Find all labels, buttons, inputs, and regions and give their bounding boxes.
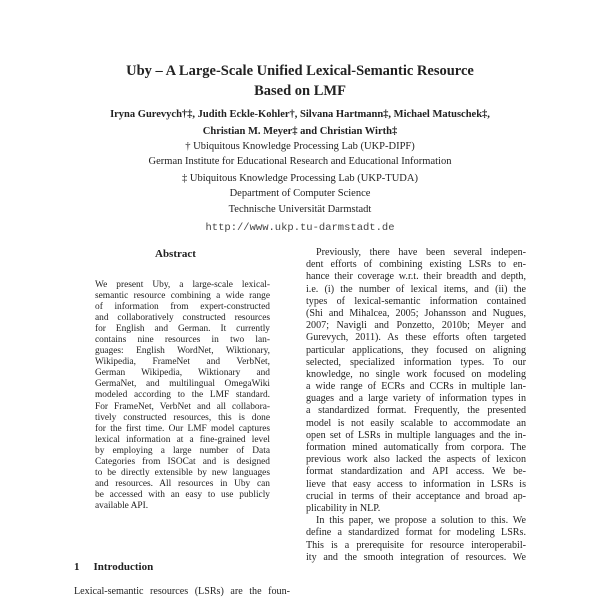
text-line: guages: English WordNet, Wiktionary, <box>95 346 270 357</box>
text-line: format standardization and API access. We be- <box>306 466 526 478</box>
section-title: Introduction <box>93 561 154 573</box>
paper-title-line-1: Uby – A Large-Scale Unified Lexical-Semantic Resource <box>126 63 474 79</box>
text-line: German Wikipedia, Wiktionary and <box>95 368 270 379</box>
text-line: lieve that easy access to information in LSRs is <box>306 478 526 490</box>
text-line: contains nine resources in two lan- <box>95 335 270 346</box>
section-number: 1 <box>74 561 80 573</box>
text-line: This is a prerequisite for resource interoperabil- <box>306 539 526 551</box>
text-line: (Shi and Mihalcea, 2005; Johansson and Nugues, <box>306 307 526 319</box>
text-line: open set of LSRs in multiple languages and the in- <box>306 429 526 441</box>
text-line: dent efforts of combining existing LSRs to en- <box>306 259 526 271</box>
authors-line-2: Christian M. Meyer‡ and Christian Wirth‡ <box>202 126 398 137</box>
text-line: GermaNet, and multilingual OmegaWiki <box>95 379 270 390</box>
text-line: be accessed with an easy to use publicly <box>95 489 270 500</box>
text-line: knowledge, no single work focused on modeling <box>306 368 526 380</box>
text-line: tively constructed resources, this is done <box>95 412 270 423</box>
affiliation-2-department: Department of Computer Science <box>229 188 371 199</box>
text-line: crucial in terms of their acceptance and broad ap- <box>306 490 526 502</box>
text-line: a standardized format. Frequently, the presented <box>306 405 526 417</box>
text-line: Lexical-semantic resources (LSRs) are the foun- <box>74 586 290 597</box>
text-line: Wikipedia, FrameNet and VerbNet, <box>95 357 270 368</box>
text-line: modeled according to the LMF standard. <box>95 390 270 401</box>
text-line: Gurevych, 2011). As these efforts often targeted <box>306 332 526 344</box>
text-line: Categories from ISOCat and is designed <box>95 456 270 467</box>
text-line: for English and German. It currently <box>95 324 270 335</box>
affiliation-2: ‡ Ubiquitous Knowledge Processing Lab (UKP-TUDA) <box>182 173 418 184</box>
text-line: model is not easily scalable to accommodate an <box>306 417 526 429</box>
text-line: plicability in NLP. <box>306 502 381 514</box>
text-line: Previously, there have been several indepen- <box>316 247 526 258</box>
affiliation-2-university: Technische Universität Darmstadt <box>228 204 372 215</box>
text-line: formation mined automatically from corpora. The <box>306 442 526 453</box>
text-line: a wide range of ECRs and CCRs in multiple lan- <box>306 381 526 393</box>
affiliation-1-institute: German Institute for Educational Research and Educational Information <box>148 156 452 167</box>
paper-title-line-2: Based on LMF <box>254 83 346 99</box>
text-line: previous work also lacked the aspects of lexicon <box>306 454 526 466</box>
text-line: guages and a large variety of information types in <box>306 393 526 405</box>
text-line: and collaboratively constructed resources <box>95 313 270 324</box>
text-line: In this paper, we propose a solution to this. We <box>316 515 526 527</box>
text-line: hance their coverage w.r.t. their breadth and depth, <box>306 271 526 283</box>
abstract-body <box>95 280 270 512</box>
text-line: to be directly extensible by new languages <box>95 467 270 478</box>
right-column-body <box>306 247 526 564</box>
affiliation-1: † Ubiquitous Knowledge Processing Lab (UKP-DIPF) <box>185 141 415 152</box>
text-line: ity and the smooth integration of resources. We <box>306 551 526 563</box>
text-line: selected, specialized information types. To our <box>306 356 526 368</box>
text-line: for the first time. Our LMF model captures <box>95 423 270 434</box>
text-line: For FrameNet, VerbNet and all collabora- <box>95 401 270 412</box>
intro-body <box>74 586 290 597</box>
text-line: define a standardized format for modeling LSRs. <box>306 527 526 539</box>
abstract-heading: Abstract <box>155 248 196 260</box>
text-line: and resources. All resources in Uby can <box>95 478 270 489</box>
authors-line-1: Iryna Gurevych†‡, Judith Eckle-Kohler†, Silvana Hartmann‡, Michael Matuschek‡, <box>110 109 490 120</box>
text-line: available API. <box>95 500 149 511</box>
text-line: 2007; Navigli and Ponzetto, 2010b; Meyer and <box>306 320 526 332</box>
lab-url[interactable]: http://www.ukp.tu-darmstadt.de <box>205 222 395 234</box>
text-line: by employing a large number of Data <box>95 445 270 456</box>
text-line: types of lexical-semantic information contained <box>306 295 526 307</box>
text-line: We present Uby, a large-scale lexical- <box>95 280 270 290</box>
text-line: semantic resource combining a wide range <box>95 291 270 302</box>
text-line: lexical information at a fine-grained level <box>95 434 270 445</box>
text-line: particular applications, they focused on aligning <box>306 344 526 356</box>
text-line: i.e. (i) the number of lexical items, and (ii) the <box>306 283 526 295</box>
text-line: of information from expert-constructed <box>95 302 270 313</box>
section-heading <box>74 561 153 573</box>
